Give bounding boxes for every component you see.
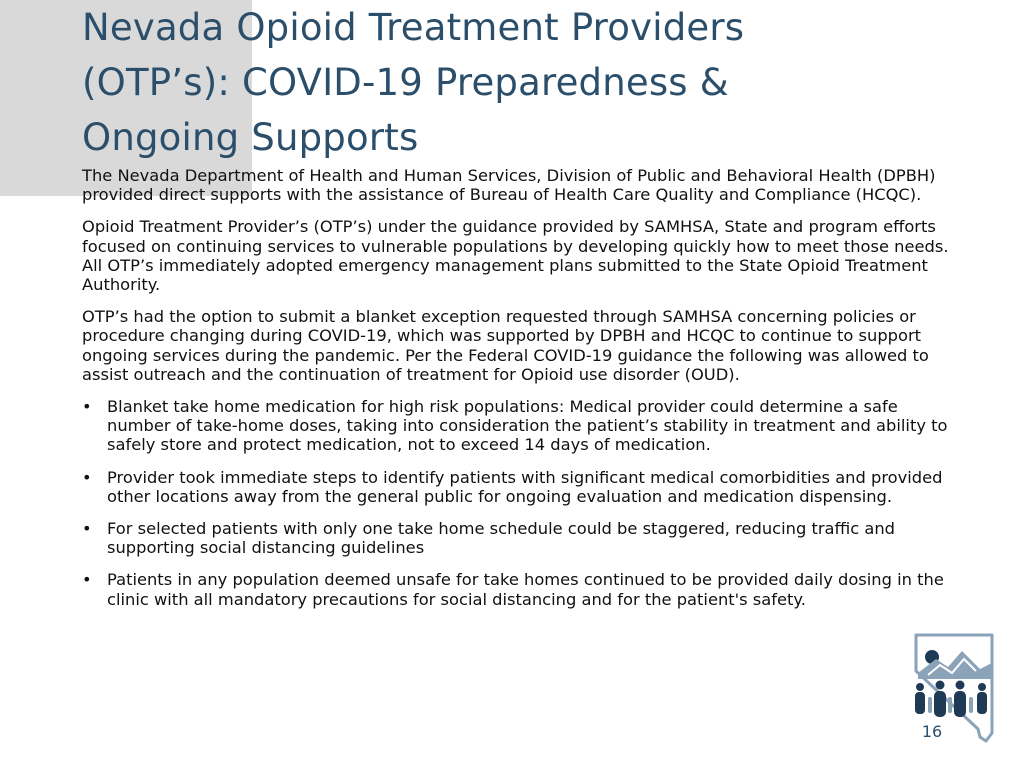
body-paragraph: Opioid Treatment Provider’s (OTP’s) under the guidance provided by SAMHSA, State and program efforts focused on continuing services to vulnerable populations by developing quickly how to meet those needs. All OTP’s immediately adopted emergency management plans submitted to the State Opioid Treatment Authority. <box>82 217 949 295</box>
bullet-item <box>82 468 952 506</box>
body-paragraph: OTP’s had the option to submit a blanket exception requested through SAMHSA concerning policies or procedure changing during COVID-19, which was supported by DPBH and HCQC to continue to support ongoing services during the pandemic. Per the Federal COVID-19 guidance the following was allowed to assist outreach and the continuation of treatment for Opioid use disorder (OUD). <box>82 307 929 384</box>
bullet-text: Blanket take home medication for high risk populations: Medical provider could determine a safe number of take-home doses, taking into consideration the patient’s stability in treatment and ability to safely store and protect medication, not to exceed 14 days of medication. <box>107 397 948 455</box>
bullet-text: Provider took immediate steps to identify patients with significant medical comorbidities and provided other locations away from the general public for ongoing evaluation and medication dispensing. <box>107 467 943 506</box>
bullet-text: For selected patients with only one take home schedule could be staggered, reducing traffic and supporting social distancing guidelines <box>107 519 896 558</box>
bullet-icon: • <box>82 519 92 539</box>
bullet-item <box>82 570 952 608</box>
bullet-icon: • <box>82 397 92 417</box>
bullet-item <box>82 519 952 557</box>
body-paragraph: The Nevada Department of Health and Human Services, Division of Public and Behavioral Health (DPBH) provided direct supports with the assistance of Bureau of Health Care Quality and Compliance (HCQC). <box>82 166 936 205</box>
slide-title <box>82 0 962 165</box>
bullet-icon: • <box>82 570 92 590</box>
slide-title-line: Ongoing Supports <box>82 116 419 159</box>
bullet-item <box>82 397 952 455</box>
slide-body <box>82 166 952 622</box>
bullet-list <box>82 397 952 609</box>
page-number: 16 <box>921 722 943 741</box>
slide-title-line: Nevada Opioid Treatment Providers <box>82 6 745 49</box>
bullet-text: Patients in any population deemed unsafe for take homes continued to be provided daily dosing in the clinic with all mandatory precautions for social distancing and for the patient's safety. <box>107 570 944 609</box>
bullet-icon: • <box>82 467 92 487</box>
slide-title-line: (OTP’s): COVID-19 Preparedness & <box>82 61 729 104</box>
